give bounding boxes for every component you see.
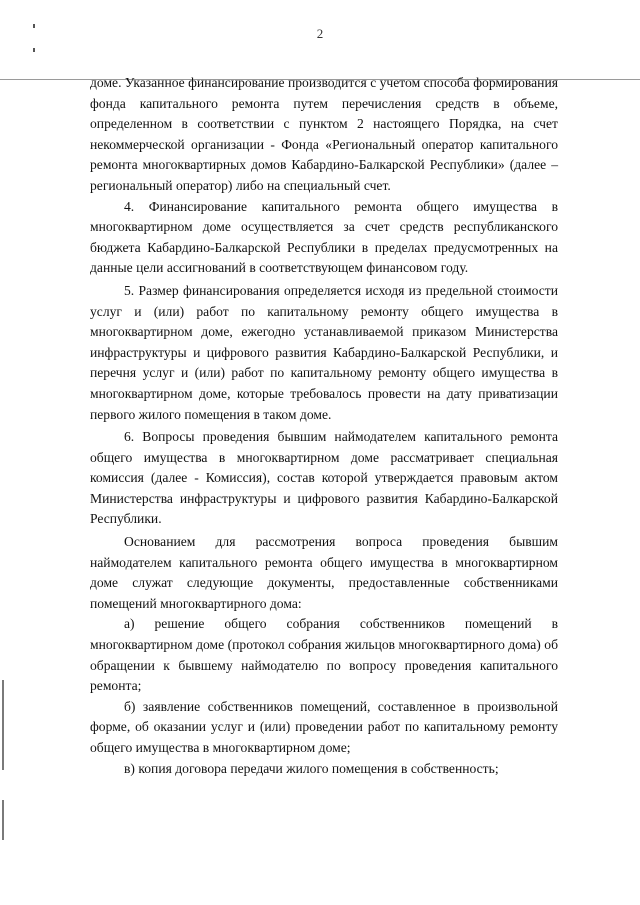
paragraph-5: 5. Размер финансирования определяется исходя из предельной стоимости услуг и (или) работ по капитальному ремонту общего имущества в многоквартирном доме, ежегодно устанавливаемой приказом Министерства инфраструктуры и цифрового развития Кабардино-Балкарской Республики, и перечня услуг и (или) работ по капитальному ремонту общего имущества в многоквартирном доме, которые требовалось провести на дату приватизации первого жилого помещения в таком доме. <box>90 282 558 422</box>
edge-mark <box>2 800 4 840</box>
paragraph-basis: Основанием для рассмотрения вопроса проведения бывшим наймодателем капитального ремонта общего имущества в многоквартирном доме служат следующие документы, предоставленные собственниками помещений многоквартирного дома: <box>90 534 558 611</box>
scan-mark <box>33 48 35 52</box>
scan-mark <box>33 24 35 28</box>
list-item-b: б) заявление собственников помещений, составленное в произвольной форме, об оказании услуг и (или) проведении работ по капитальному ремонту общего имущества в многоквартирном доме; <box>90 698 558 755</box>
page-number: 2 <box>316 26 324 41</box>
document-body <box>90 73 558 779</box>
list-item-a: а) решение общего собрания собственников помещений в многоквартирном доме (протокол собрания жильцов многоквартирного дома) об обращении к бывшему наймодателю по вопросу проведения капитального ремонта; <box>90 616 558 694</box>
paragraph-4: 4. Финансирование капитального ремонта общего имущества в многоквартирном доме осуществляется за счет средств республиканского бюджета Кабардино-Балкарской Республики в пределах предусмотренных на данные цели ассигнований в соответствующем финансовом году. <box>90 198 558 276</box>
list-item-v: в) копия договора передачи жилого помещения в собственность; <box>124 760 499 776</box>
paragraph-continuation: доме. Указанное финансирование производится с учетом способа формирования фонда капитального ремонта путем перечисления средств в объеме, определенном в соответствии с пунктом 2 настоящего Порядка, на счет некоммерческой организации - Фонда «Региональный оператор капитального ремонта многоквартирных домов Кабардино-Балкарской Республики» (далее – региональный оператор) либо на специальный счет. <box>90 75 558 193</box>
paragraph-6: 6. Вопросы проведения бывшим наймодателем капитального ремонта общего имущества в многоквартирном доме рассматривает специальная комиссия (далее - Комиссия), состав которой утверждается правовым актом Министерства инфраструктуры и цифрового развития Кабардино-Балкарской Республики. <box>90 429 558 527</box>
edge-mark <box>2 680 4 770</box>
